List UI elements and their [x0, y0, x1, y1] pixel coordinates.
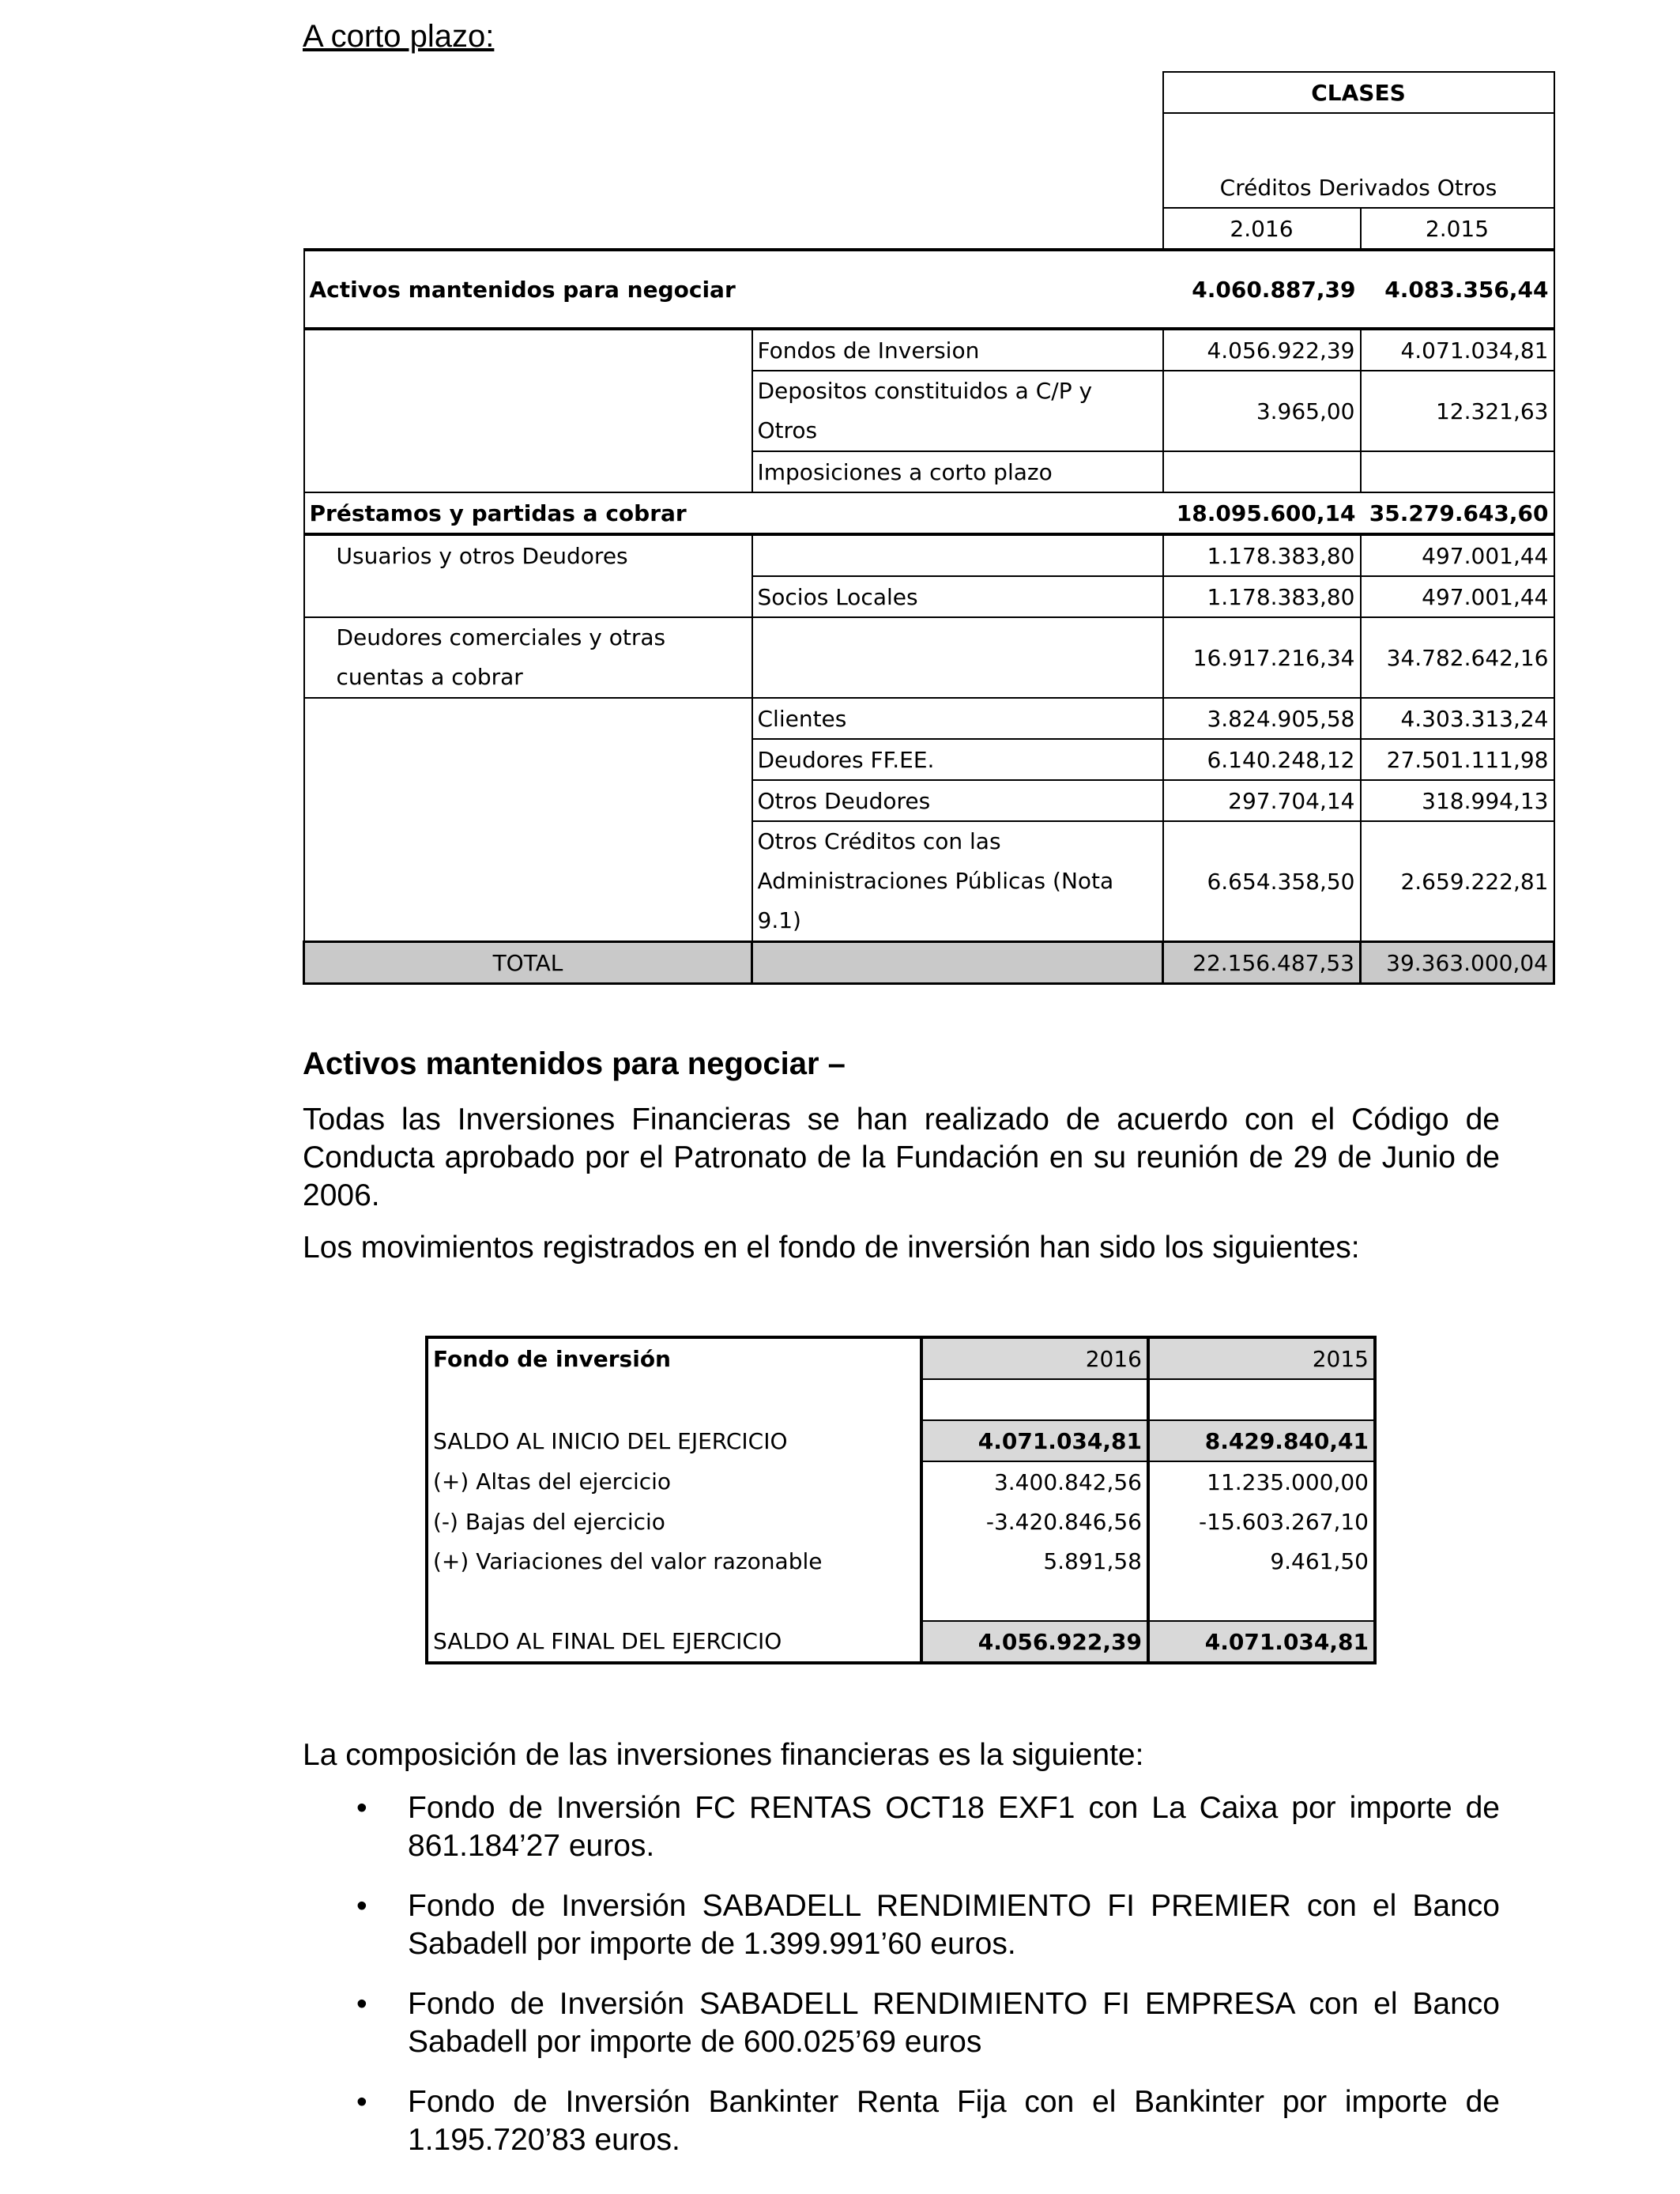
socios-label: Socios Locales	[752, 576, 1163, 617]
fund-list-item: • Fondo de Inversión SABADELL RENDIMIENTO FI EMPRESA con el Banco Sabadell por importe de 600.025’69 euros	[356, 1987, 1500, 2059]
depositos-label: Depositos constituidos a C/P y Otros	[752, 371, 1163, 451]
bullet-icon: •	[356, 2085, 367, 2119]
fondo-final-label: SALDO AL FINAL DEL EJERCICIO	[433, 1628, 782, 1654]
investment-fund-table	[425, 1336, 1377, 1664]
fondos-2016: 4.056.922,39	[1163, 329, 1361, 371]
year-2015-header: 2.015	[1361, 208, 1554, 250]
fund-list-item: • Fondo de Inversión Bankinter Renta Fija con el Bankinter por importe de 1.195.720’83 euros.	[356, 2085, 1500, 2157]
imposiciones-label: Imposiciones a corto plazo	[752, 451, 1163, 492]
usuarios-2015: 497.001,44	[1361, 534, 1554, 576]
fondos-row	[304, 329, 1554, 371]
fondo-header-2016: 2016	[921, 1337, 1148, 1379]
short-term-assets-table	[303, 71, 1555, 985]
fund-list-item: • Fondo de Inversión FC RENTAS OCT18 EXF1 con La Caixa por importe de 861.184’27 euros.	[356, 1791, 1500, 1863]
prestamos-label: Préstamos y partidas a cobrar	[304, 492, 1163, 534]
socios-row	[304, 576, 1554, 617]
fondo-final-row	[427, 1621, 1375, 1663]
otros-deudores-2016: 297.704,14	[1163, 780, 1361, 821]
prestamos-2016: 18.095.600,14	[1176, 499, 1356, 526]
usuarios-2016: 1.178.383,80	[1163, 534, 1361, 576]
depositos-2015: 12.321,63	[1361, 371, 1554, 451]
prestamos-row	[304, 492, 1554, 534]
socios-2015: 497.001,44	[1361, 576, 1554, 617]
clientes-2015: 4.303.313,24	[1361, 698, 1554, 739]
total-2016: 22.156.487,53	[1163, 942, 1361, 984]
paragraph-movements: Los movimientos registrados en el fondo de inversión han sido los siguientes:	[303, 1231, 1360, 1265]
fondo-header-2015: 2015	[1148, 1337, 1375, 1379]
clientes-label: Clientes	[752, 698, 1163, 739]
fondo-inicio-2016: 4.071.034,81	[921, 1420, 1148, 1461]
total-label: TOTAL	[304, 942, 752, 984]
fondo-inicio-label: SALDO AL INICIO DEL EJERCICIO	[433, 1427, 788, 1454]
ffee-label: Deudores FF.EE.	[752, 739, 1163, 780]
clases-subheader: Créditos Derivados Otros	[1163, 113, 1554, 208]
amn-2015: 4.083.356,44	[1361, 250, 1554, 329]
deudores-com-2016: 16.917.216,34	[1163, 617, 1361, 698]
fondo-inicio-row	[427, 1420, 1375, 1461]
bullet-icon: •	[356, 1889, 367, 1923]
fondo-variaciones-2016: 5.891,58	[921, 1541, 1148, 1581]
fondo-bajas-2016: -3.420.846,56	[921, 1502, 1148, 1541]
depositos-2016: 3.965,00	[1163, 371, 1361, 451]
blank-cell	[304, 329, 752, 492]
bullet-icon: •	[356, 1791, 367, 1825]
fund-list	[303, 1789, 1500, 2181]
clases-header-row	[304, 72, 1554, 113]
fondo-header-label: Fondo de inversión	[433, 1346, 671, 1372]
fondo-variaciones-2015: 9.461,50	[1148, 1541, 1375, 1581]
amn-row	[304, 250, 1554, 329]
fondo-bajas-2015: -15.603.267,10	[1148, 1502, 1375, 1541]
fondo-altas-2015: 11.235.000,00	[1148, 1461, 1375, 1502]
fondo-header-row	[427, 1337, 1375, 1379]
composition-intro: La composición de las inversiones financieras es la siguiente:	[303, 1738, 1144, 1772]
clases-label: CLASES	[1163, 72, 1554, 113]
fondo-variaciones-label: (+) Variaciones del valor razonable	[433, 1547, 823, 1574]
year-2016-header: 2.016	[1163, 208, 1361, 250]
deudores-com-label: Deudores comerciales y otras cuentas a cobrar	[304, 617, 752, 698]
ffee-2016: 6.140.248,12	[1163, 739, 1361, 780]
fund-list-item: • Fondo de Inversión SABADELL RENDIMIENTO FI PREMIER con el Banco Sabadell por importe de 1.399.991’60 euros.	[356, 1889, 1500, 1961]
fondo-inicio-2015: 8.429.840,41	[1148, 1420, 1375, 1461]
clientes-row	[304, 698, 1554, 739]
deudores-com-2015: 34.782.642,16	[1361, 617, 1554, 698]
fondo-altas-row	[427, 1461, 1375, 1502]
otros-creditos-2015: 2.659.222,81	[1361, 821, 1554, 942]
usuarios-label: Usuarios y otros Deudores	[304, 534, 752, 576]
deudores-com-row	[304, 617, 1554, 698]
fondo-altas-label: (+) Altas del ejercicio	[433, 1468, 672, 1495]
ffee-2015: 27.501.111,98	[1361, 739, 1554, 780]
otros-deudores-2015: 318.994,13	[1361, 780, 1554, 821]
fondo-bajas-label: (-) Bajas del ejercicio	[433, 1508, 665, 1535]
amn-2016: 4.060.887,39	[1163, 250, 1361, 329]
bullet-icon: •	[356, 1987, 367, 2021]
otros-creditos-label: Otros Créditos con las Administraciones Públicas (Nota 9.1)	[752, 821, 1163, 942]
fondo-bajas-row	[427, 1502, 1375, 1541]
fondos-label: Fondos de Inversion	[752, 329, 1163, 371]
fondo-altas-2016: 3.400.842,56	[921, 1461, 1148, 1502]
clientes-2016: 3.824.905,58	[1163, 698, 1361, 739]
amn-label: Activos mantenidos para negociar	[304, 250, 1163, 329]
year-header-row	[304, 208, 1554, 250]
paragraph-code-of-conduct: Todas las Inversiones Financieras se han realizado de acuerdo con el Código de Conducta aprobado por el Patronato de la Fundación en su reunión de 29 de Junio de 2006.	[303, 1103, 1500, 1212]
fondos-2015: 4.071.034,81	[1361, 329, 1554, 371]
fondo-variaciones-row	[427, 1541, 1375, 1581]
total-2015: 39.363.000,04	[1361, 942, 1554, 984]
total-row	[304, 942, 1554, 984]
fondo-final-2016: 4.056.922,39	[921, 1621, 1148, 1663]
amn-heading: Activos mantenidos para negociar –	[303, 1046, 846, 1081]
otros-creditos-2016: 6.654.358,50	[1163, 821, 1361, 942]
clases-sub-row	[304, 113, 1554, 208]
otros-deudores-label: Otros Deudores	[752, 780, 1163, 821]
section-title: A corto plazo:	[303, 19, 495, 54]
usuarios-row	[304, 534, 1554, 576]
prestamos-2015: 35.279.643,60	[1361, 492, 1554, 534]
socios-2016: 1.178.383,80	[1163, 576, 1361, 617]
fondo-final-2015: 4.071.034,81	[1148, 1621, 1375, 1663]
